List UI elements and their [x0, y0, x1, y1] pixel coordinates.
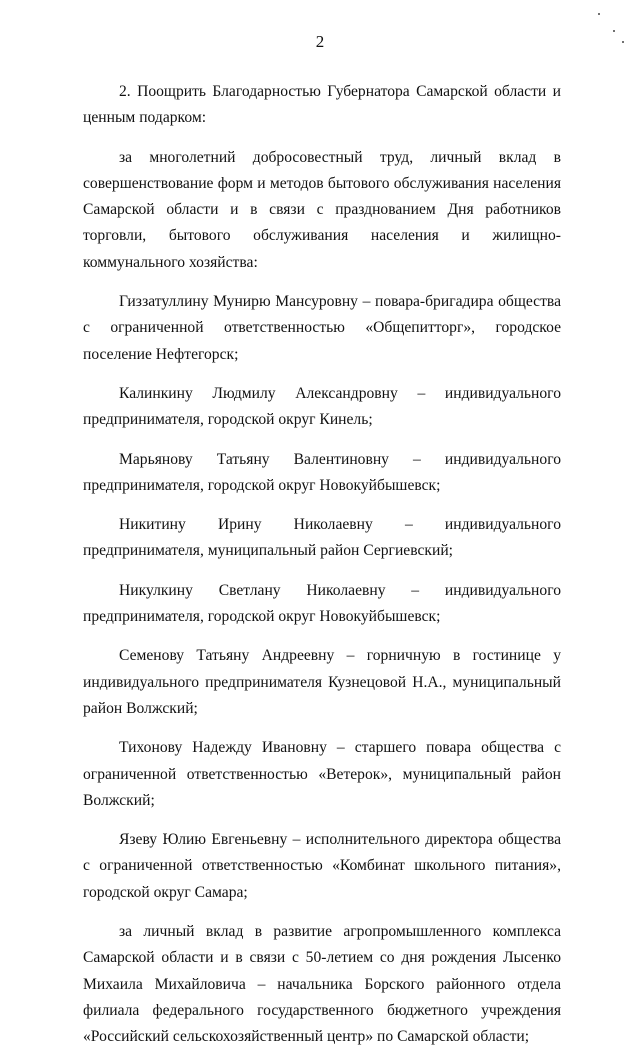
scan-speck: [598, 13, 600, 15]
paragraph: Никитину Ирину Николаевну – индивидуального предпринимателя, муниципальный район Сергиевский;: [83, 516, 561, 560]
page-number: 2: [315, 32, 325, 51]
scan-speck: [613, 30, 615, 32]
paragraph: 2. Поощрить Благодарностью Губернатора Самарской области и ценным подарком:: [83, 83, 561, 127]
scan-speck: [622, 41, 624, 43]
paragraph: Калинкину Людмилу Александровну – индивидуального предпринимателя, городской округ Кинель;: [83, 384, 561, 429]
paragraph: Семенову Татьяну Андреевну – горничную в гостинице у индивидуального предпринимателя Кузнецовой Н.А., муниципальный район Волжский;: [83, 647, 561, 717]
paragraph: Гиззатуллину Мунирю Мансуровну – повара-бригадира общества с ограниченной ответственностью «Общепитторг», городское поселение Нефтегорск;: [83, 293, 561, 363]
paragraph: Тихонову Надежду Ивановну – старшего повара общества с ограниченной ответственностью «Ветерок», муниципальный район Волжский;: [83, 739, 561, 809]
paragraph: Никулкину Светлану Николаевну – индивидуального предпринимателя, городской округ Новокуйбышевск;: [83, 581, 561, 626]
paragraph: Язеву Юлию Евгеньевну – исполнительного директора общества с ограниченной ответственностью «Комбинат школьного питания», городской округ Самара;: [83, 831, 561, 901]
paragraph: за личный вклад в развитие агропромышленного комплекса Самарской области и в связи с 50-летием со дня рождения Лысенко Михаила Михайловича – начальника Борского районного отдела филиала федерального государственного бюджетного учреждения «Российский сельскохозяйственный центр» по Самарской области;: [83, 923, 561, 1046]
paragraph: за многолетний добросовестный труд, личный вклад в совершенствование форм и методов бытового обслуживания населения Самарской области и в связи с празднованием Дня работников торговли, бытового обслуживания населения и жилищно-коммунального хозяйства:: [83, 148, 561, 271]
paragraph: Марьянову Татьяну Валентиновну – индивидуального предпринимателя, городской округ Новокуйбышевск;: [83, 450, 561, 494]
